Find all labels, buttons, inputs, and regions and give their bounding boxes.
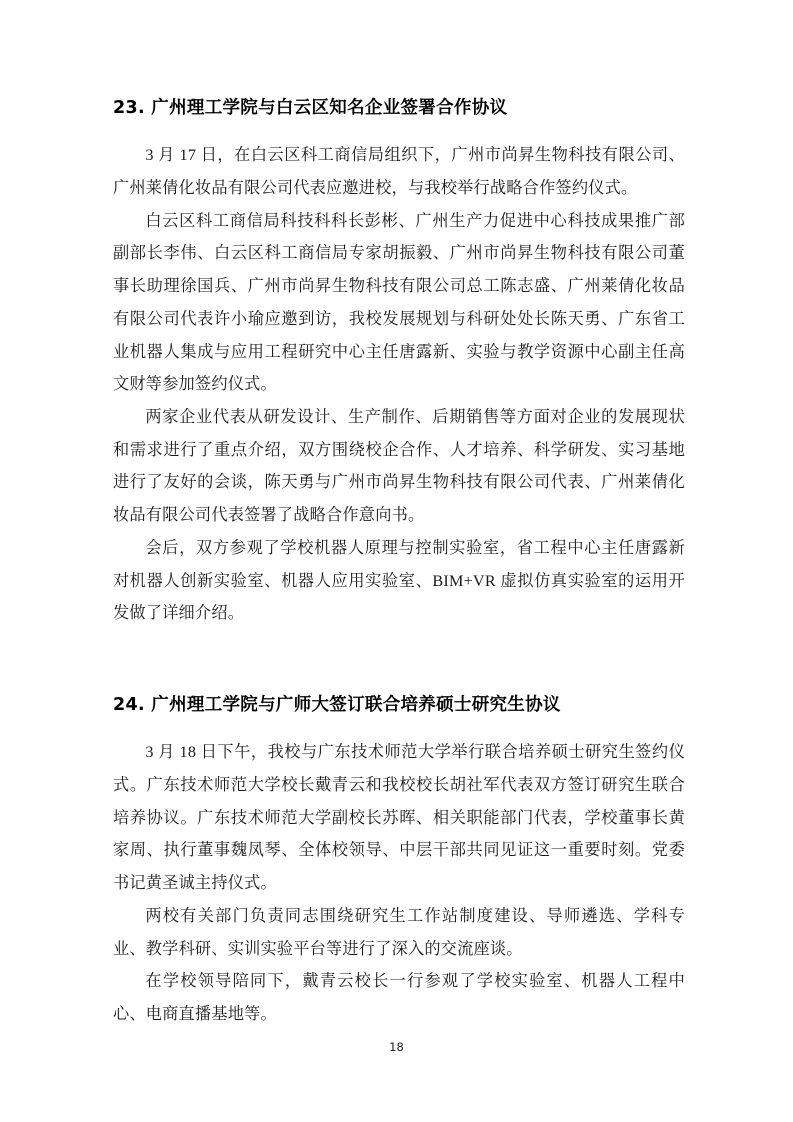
- paragraph: 3 月 17 日，在白云区科工商信局组织下，广州市尚昇生物科技有限公司、广州莱倩化妆品有限公司代表应邀进校，与我校举行战略合作签约仪式。: [113, 146, 685, 197]
- section-24: [113, 692, 685, 1031]
- paragraph: 白云区科工商信局科技科科长彭彬、广州生产力促进中心科技成果推广部副部长李伟、白云区科工商信局专家胡振毅、广州市尚昇生物科技有限公司董事长助理徐国兵、广州市尚昇生物科技有限公司总工陈志盛、广州莱倩化妆品有限公司代表许小瑜应邀到访，我校发展规划与科研处处长陈天勇、广东省工业机器人集成与应用工程研究中心主任唐露新、实验与教学资源中心副主任高文财等参加签约仪式。: [113, 211, 685, 394]
- paragraph: 3 月 18 日下午，我校与广东技术师范大学举行联合培养硕士研究生签约仪式。广东技术师范大学校长戴青云和我校校长胡社军代表双方签订研究生联合培养协议。广东技术师范大学副校长苏晖、相关职能部门代表，学校董事长黄家周、执行董事魏凤琴、全体校领导、中层干部共同见证这一重要时刻。党委书记黄圣诚主持仪式。: [113, 743, 685, 893]
- paragraph: 会后，双方参观了学校机器人原理与控制实验室，省工程中心主任唐露新对机器人创新实验室、机器人应用实验室、BIM+VR 虚拟仿真实验室的运用开发做了详细介绍。: [113, 538, 685, 623]
- section-23: [113, 95, 685, 630]
- paragraph: 两家企业代表从研发设计、生产制作、后期销售等方面对企业的发展现状和需求进行了重点介绍，双方围绕校企合作、人才培养、科学研发、实习基地进行了友好的会谈，陈天勇与广州市尚昇生物科技有限公司代表、广州莱倩化妆品有限公司代表签署了战略合作意向书。: [113, 408, 685, 525]
- paragraph: 两校有关部门负责同志围绕研究生工作站制度建设、导师遴选、学科专业、教学科研、实训实验平台等进行了深入的交流座谈。: [113, 906, 685, 958]
- section-heading-23: 23. 广州理工学院与白云区知名企业签署合作协议: [113, 98, 508, 118]
- section-divider-space: [113, 630, 685, 692]
- page-content: [113, 95, 685, 1031]
- page-number: 18: [389, 1040, 404, 1054]
- section-heading-24: 24. 广州理工学院与广师大签订联合培养硕士研究生协议: [113, 695, 561, 716]
- paragraph: 在学校领导陪同下，戴青云校长一行参观了学校实验室、机器人工程中心、电商直播基地等。: [113, 972, 685, 1024]
